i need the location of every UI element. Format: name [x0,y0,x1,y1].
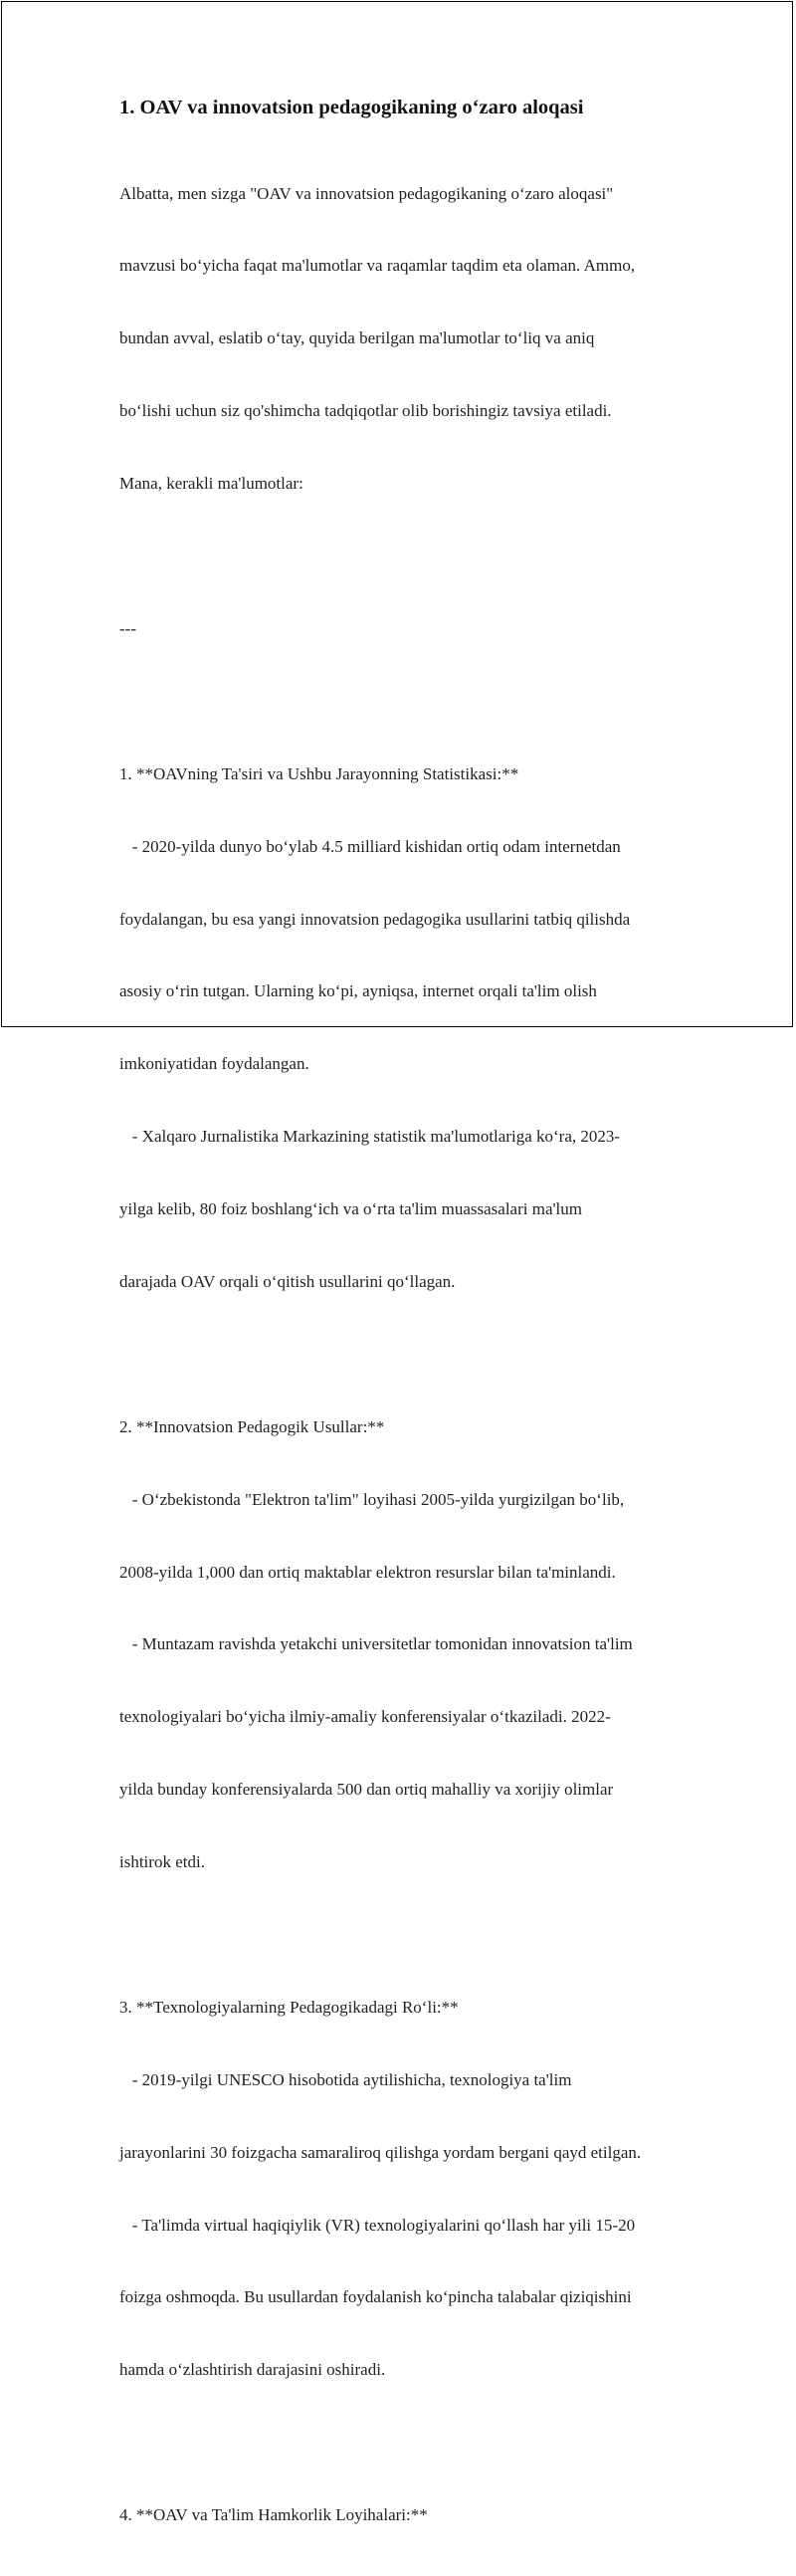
document-page [1,1,793,2525]
text-line: foizga oshmoqda. Bu usullardan foydalanish ko‘pincha talabalar qiziqishini [119,2287,632,2307]
blank-line [119,690,696,714]
text-line: - O‘zbekistonda "Elektron ta'lim" loyihasi 2005-yilda yurgizilgan bo‘lib, [119,1489,625,1509]
text-line: asosiy o‘rin tutgan. Ularning ko‘pi, ayniqsa, internet orqali ta'lim olish [119,981,597,1001]
text-line: imkoniyatidan foydalangan. [119,1054,309,1074]
blank-line [119,2431,696,2455]
section-title-4: 4. **OAV va Ta'lim Hamkorlik Loyihalari:** [119,2505,428,2525]
text-line: 2008-yilda 1,000 dan ortiq maktablar elektron resurslar bilan ta'minlandi. [119,1562,616,1582]
text-line: hamda o‘zlashtirish darajasini oshiradi. [119,2360,386,2380]
document-content [119,94,696,2576]
text-line: - 2020-yilda dunyo bo‘ylab 4.5 milliard kishidan ortiq odam internetdan [119,836,621,856]
blank-line [119,1923,696,1947]
text-line: texnologiyalari bo‘yicha ilmiy-amaliy konferensiyalar o‘tkaziladi. 2022- [119,1707,611,1727]
text-line: foydalangan, bu esa yangi innovatsion pedagogika usullarini tatbiq qilishda [119,909,631,929]
separator-line: --- [119,618,136,638]
text-line: ishtirok etdi. [119,1852,205,1872]
text-line: darajada OAV orqali o‘qitish usullarini qo‘llagan. [119,1271,456,1291]
text-line: - Ta'limda virtual haqiqiylik (VR) texnologiyalarini qo‘llash har yili 15-20 [119,2215,636,2235]
text-line: bo‘lishi uchun siz qo'shimcha tadqiqotlar olib borishingiz tavsiya etiladi. [119,401,612,421]
section-heading: 1. OAV va innovatsion pedagogikaning o‘zaro aloqasi [119,97,584,118]
text-line: - Muntazam ravishda yetakchi universitetlar tomonidan innovatsion ta'lim [119,1634,633,1654]
section-title-3: 3. **Texnologiyalarning Pedagogikadagi Ro‘li:** [119,1997,459,2017]
text-line: Albatta, men sizga "OAV va innovatsion pedagogikaning o‘zaro aloqasi" [119,183,614,203]
text-line: - 2019-yilgi UNESCO hisobotida aytilishicha, texnologiya ta'lim [119,2069,572,2089]
blank-line [119,1343,696,1367]
section-title-2: 2. **Innovatsion Pedagogik Usullar:** [119,1416,385,1436]
blank-line [119,544,696,568]
section-title-1: 1. **OAVning Ta'siri va Ushbu Jarayonning Statistikasi:** [119,763,519,783]
text-line: - Xalqaro Jurnalistika Markazining statistik ma'lumotlariga ko‘ra, 2023- [119,1127,621,1147]
text-line: jarayonlarini 30 foizgacha samaraliroq qilishga yordam bergani qayd etilgan. [119,2142,642,2162]
text-line: mavzusi bo‘yicha faqat ma'lumotlar va raqamlar taqdim eta olaman. Ammo, [119,256,636,276]
text-line: yilga kelib, 80 foiz boshlang‘ich va o‘rta ta'lim muassasalari ma'lum [119,1199,583,1219]
text-line: yilda bunday konferensiyalarda 500 dan ortiq mahalliy va xorijiy olimlar [119,1780,614,1800]
document-body [119,133,696,2576]
text-line: bundan avval, eslatib o‘tay, quyida berilgan ma'lumotlar to‘liq va aniq [119,328,595,348]
text-line: Mana, kerakli ma'lumotlar: [119,474,303,494]
